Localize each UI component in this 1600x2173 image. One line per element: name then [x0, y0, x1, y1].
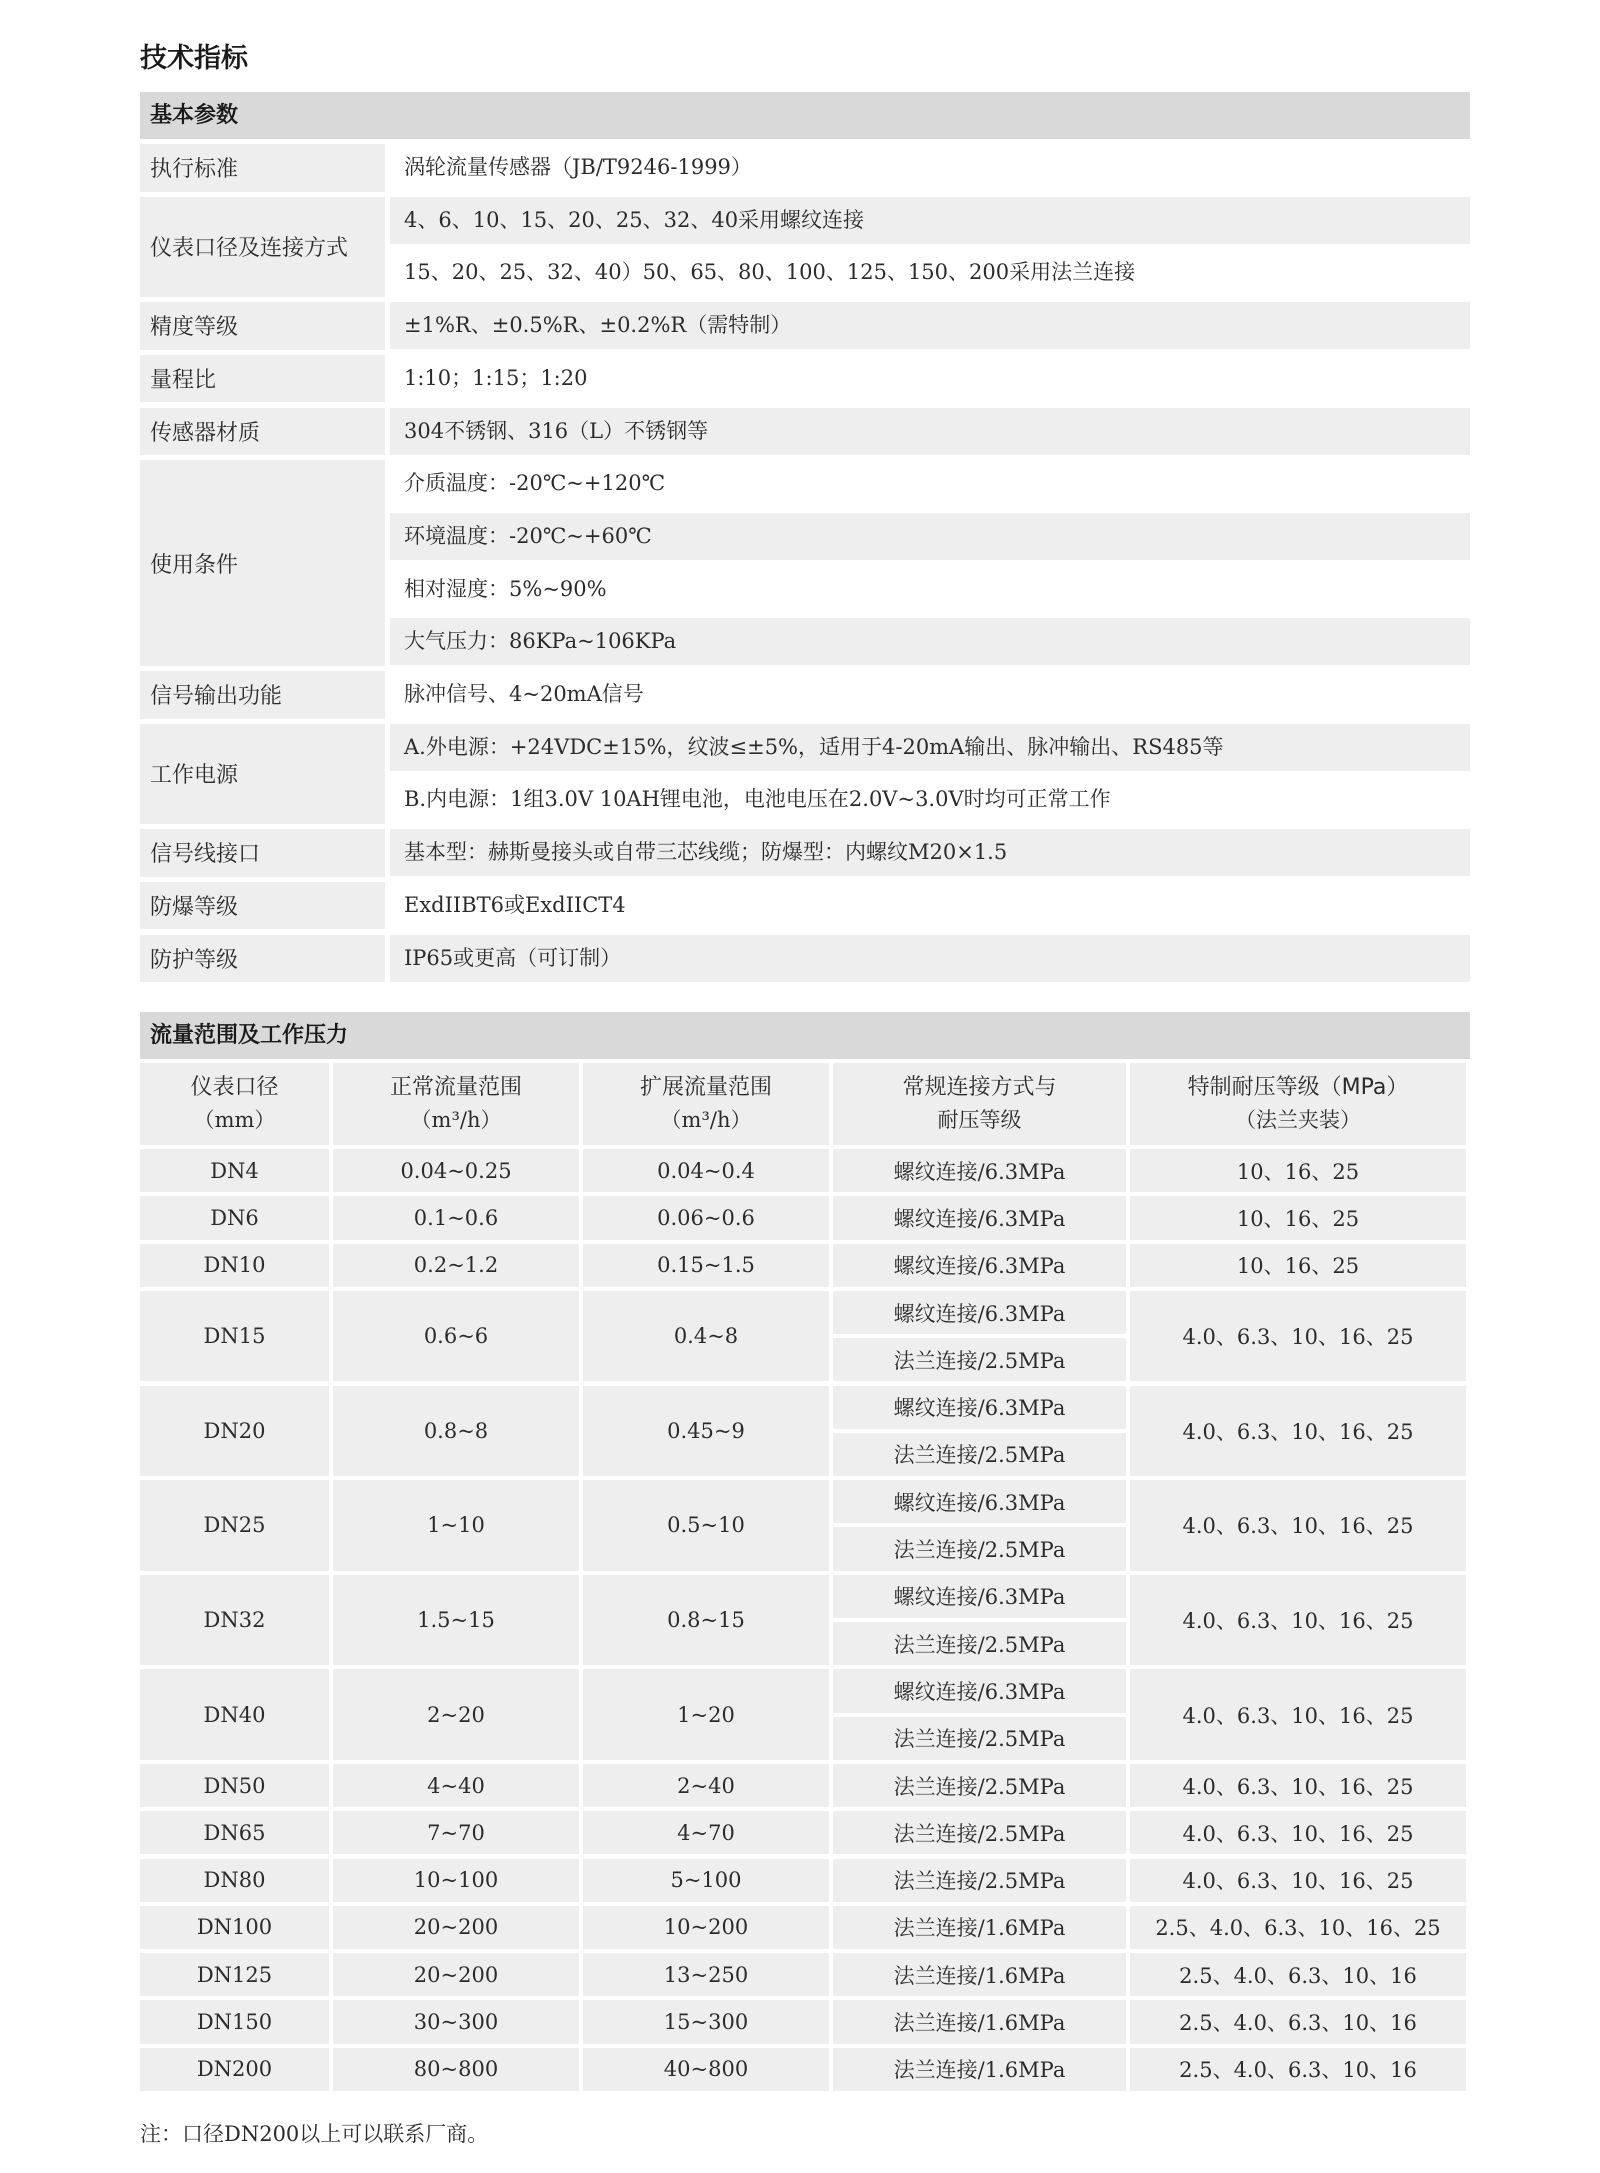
connection-cell: 法兰连接/1.6MPa	[833, 1906, 1126, 1949]
extended-cell: 40~800	[583, 2048, 829, 2091]
pressure-cell: 4.0、6.3、10、16、25	[1130, 1386, 1466, 1477]
pressure-cell: 10、16、25	[1130, 1149, 1466, 1192]
param-label: 仪表口径及连接方式	[140, 197, 385, 297]
pressure-cell: 2.5、4.0、6.3、10、16、25	[1130, 1906, 1466, 1949]
param-label: 传感器材质	[140, 408, 385, 456]
dn-cell: DN125	[140, 1953, 329, 1996]
extended-cell: 0.04~0.4	[583, 1149, 829, 1192]
dn-cell: DN4	[140, 1149, 329, 1192]
param-value: ExdIIBT6或ExdIICT4	[404, 892, 626, 917]
param-label: 使用条件	[140, 460, 385, 666]
param-value: 相对湿度：5%~90%	[404, 576, 607, 601]
param-value: A.外电源：+24VDC±15%，纹波≤±5%，适用于4-20mA输出、脉冲输出、RS485等	[390, 724, 1470, 771]
connection-cell: 螺纹连接/6.3MPa	[833, 1291, 1126, 1334]
dn-cell: DN25	[140, 1480, 329, 1571]
normal-cell: 1~10	[333, 1480, 579, 1571]
column-header	[1130, 1063, 1466, 1145]
connection-cell: 法兰连接/2.5MPa	[833, 1622, 1126, 1665]
pressure-cell: 4.0、6.3、10、16、25	[1130, 1291, 1466, 1382]
normal-cell: 1.5~15	[333, 1575, 579, 1666]
normal-cell: 0.6~6	[333, 1291, 579, 1382]
connection-cell: 法兰连接/1.6MPa	[833, 1953, 1126, 1996]
connection-cell: 法兰连接/2.5MPa	[833, 1764, 1126, 1807]
normal-cell: 7~70	[333, 1811, 579, 1854]
connection-cell: 法兰连接/2.5MPa	[833, 1433, 1126, 1476]
normal-cell: 80~800	[333, 2048, 579, 2091]
extended-cell: 0.45~9	[583, 1386, 829, 1477]
connection-cell: 螺纹连接/6.3MPa	[833, 1196, 1126, 1239]
pressure-cell: 4.0、6.3、10、16、25	[1130, 1764, 1466, 1807]
param-value: 介质温度：-20℃~+120℃	[404, 471, 666, 496]
normal-cell: 0.8~8	[333, 1386, 579, 1477]
flow-range-header: 流量范围及工作压力	[140, 1012, 1470, 1059]
pressure-cell: 4.0、6.3、10、16、25	[1130, 1669, 1466, 1760]
pressure-cell: 4.0、6.3、10、16、25	[1130, 1480, 1466, 1571]
dn-cell: DN20	[140, 1386, 329, 1477]
param-label: 防护等级	[140, 935, 385, 983]
pressure-cell: 4.0、6.3、10、16、25	[1130, 1575, 1466, 1666]
connection-cell: 法兰连接/2.5MPa	[833, 1338, 1126, 1381]
dn-cell: DN6	[140, 1196, 329, 1239]
connection-cell: 螺纹连接/6.3MPa	[833, 1149, 1126, 1192]
normal-cell: 2~20	[333, 1669, 579, 1760]
connection-cell: 法兰连接/2.5MPa	[833, 1527, 1126, 1570]
dn-cell: DN10	[140, 1244, 329, 1287]
column-header	[833, 1063, 1126, 1145]
pressure-cell: 10、16、25	[1130, 1196, 1466, 1239]
column-header	[583, 1063, 829, 1145]
param-value: IP65或更高（可订制）	[390, 935, 1470, 982]
extended-cell: 10~200	[583, 1906, 829, 1949]
pressure-cell: 4.0、6.3、10、16、25	[1130, 1811, 1466, 1854]
param-label: 量程比	[140, 355, 385, 403]
dn-cell: DN40	[140, 1669, 329, 1760]
extended-cell: 5~100	[583, 1859, 829, 1902]
connection-cell: 法兰连接/2.5MPa	[833, 1859, 1126, 1902]
normal-cell: 10~100	[333, 1859, 579, 1902]
column-header	[333, 1063, 579, 1145]
pressure-cell: 10、16、25	[1130, 1244, 1466, 1287]
pressure-cell: 4.0、6.3、10、16、25	[1130, 1859, 1466, 1902]
footnote: 注：口径DN200以上可以联系厂商。	[140, 2122, 489, 2146]
param-value: 1:10；1:15；1:20	[404, 365, 588, 390]
param-label: 信号线接口	[140, 829, 385, 877]
normal-cell: 20~200	[333, 1906, 579, 1949]
extended-cell: 4~70	[583, 1811, 829, 1854]
column-header-line: 常规连接方式与	[902, 1075, 1057, 1100]
dn-cell: DN80	[140, 1859, 329, 1902]
param-value: 基本型：赫斯曼接头或自带三芯线缆；防爆型：内螺纹M20×1.5	[390, 829, 1470, 876]
column-header-line: 仪表口径	[190, 1075, 279, 1100]
dn-cell: DN100	[140, 1906, 329, 1949]
extended-cell: 13~250	[583, 1953, 829, 1996]
dn-cell: DN50	[140, 1764, 329, 1807]
extended-cell: 0.06~0.6	[583, 1196, 829, 1239]
connection-cell: 法兰连接/1.6MPa	[833, 2000, 1126, 2043]
column-header-line: 扩展流量范围	[639, 1075, 772, 1100]
param-label: 工作电源	[140, 724, 385, 824]
param-label: 防爆等级	[140, 882, 385, 930]
param-label: 信号输出功能	[140, 671, 385, 719]
connection-cell: 法兰连接/2.5MPa	[833, 1717, 1126, 1760]
connection-cell: 螺纹连接/6.3MPa	[833, 1669, 1126, 1712]
column-header-unit: （m³/h）	[660, 1108, 752, 1132]
param-value: 304不锈钢、316（L）不锈钢等	[390, 408, 1470, 455]
param-value: 4、6、10、15、20、25、32、40采用螺纹连接	[390, 197, 1470, 244]
column-header-unit: （法兰夹装）	[1235, 1108, 1361, 1132]
extended-cell: 0.15~1.5	[583, 1244, 829, 1287]
param-label: 执行标准	[140, 144, 385, 192]
page-title: 技术指标	[140, 43, 248, 74]
extended-cell: 0.5~10	[583, 1480, 829, 1571]
normal-cell: 0.04~0.25	[333, 1149, 579, 1192]
extended-cell: 15~300	[583, 2000, 829, 2043]
dn-cell: DN32	[140, 1575, 329, 1666]
normal-cell: 30~300	[333, 2000, 579, 2043]
normal-cell: 20~200	[333, 1953, 579, 1996]
column-header-unit: （mm）	[193, 1108, 276, 1132]
param-value: 15、20、25、32、40）50、65、80、100、125、150、200采用法兰连接	[404, 260, 1136, 285]
param-value: 环境温度：-20℃~+60℃	[390, 513, 1470, 560]
connection-cell: 螺纹连接/6.3MPa	[833, 1386, 1126, 1429]
pressure-cell: 2.5、4.0、6.3、10、16	[1130, 2048, 1466, 2091]
extended-cell: 0.8~15	[583, 1575, 829, 1666]
param-label: 精度等级	[140, 302, 385, 350]
param-value: B.内电源：1组3.0V 10AH锂电池，电池电压在2.0V~3.0V时均可正常工作	[404, 787, 1111, 812]
normal-cell: 0.1~0.6	[333, 1196, 579, 1239]
connection-cell: 法兰连接/1.6MPa	[833, 2048, 1126, 2091]
pressure-cell: 2.5、4.0、6.3、10、16	[1130, 2000, 1466, 2043]
normal-cell: 0.2~1.2	[333, 1244, 579, 1287]
connection-cell: 法兰连接/2.5MPa	[833, 1811, 1126, 1854]
param-value: 大气压力：86KPa~106KPa	[390, 618, 1470, 665]
pressure-cell: 2.5、4.0、6.3、10、16	[1130, 1953, 1466, 1996]
connection-cell: 螺纹连接/6.3MPa	[833, 1575, 1126, 1618]
dn-cell: DN200	[140, 2048, 329, 2091]
connection-cell: 螺纹连接/6.3MPa	[833, 1480, 1126, 1523]
column-header-unit: 耐压等级	[937, 1108, 1022, 1132]
basic-params-header: 基本参数	[140, 92, 1470, 139]
dn-cell: DN65	[140, 1811, 329, 1854]
extended-cell: 1~20	[583, 1669, 829, 1760]
extended-cell: 0.4~8	[583, 1291, 829, 1382]
column-header-line: 正常流量范围	[389, 1075, 522, 1100]
param-value: ±1%R、±0.5%R、±0.2%R（需特制）	[390, 302, 1470, 349]
column-header-line: 特制耐压等级（MPa）	[1187, 1075, 1409, 1100]
dn-cell: DN150	[140, 2000, 329, 2043]
param-value: 脉冲信号、4~20mA信号	[404, 682, 644, 706]
dn-cell: DN15	[140, 1291, 329, 1382]
extended-cell: 2~40	[583, 1764, 829, 1807]
column-header-unit: （m³/h）	[410, 1108, 502, 1132]
column-header	[140, 1063, 329, 1145]
connection-cell: 螺纹连接/6.3MPa	[833, 1244, 1126, 1287]
param-value: 涡轮流量传感器（JB/T9246-1999）	[404, 155, 752, 179]
normal-cell: 4~40	[333, 1764, 579, 1807]
